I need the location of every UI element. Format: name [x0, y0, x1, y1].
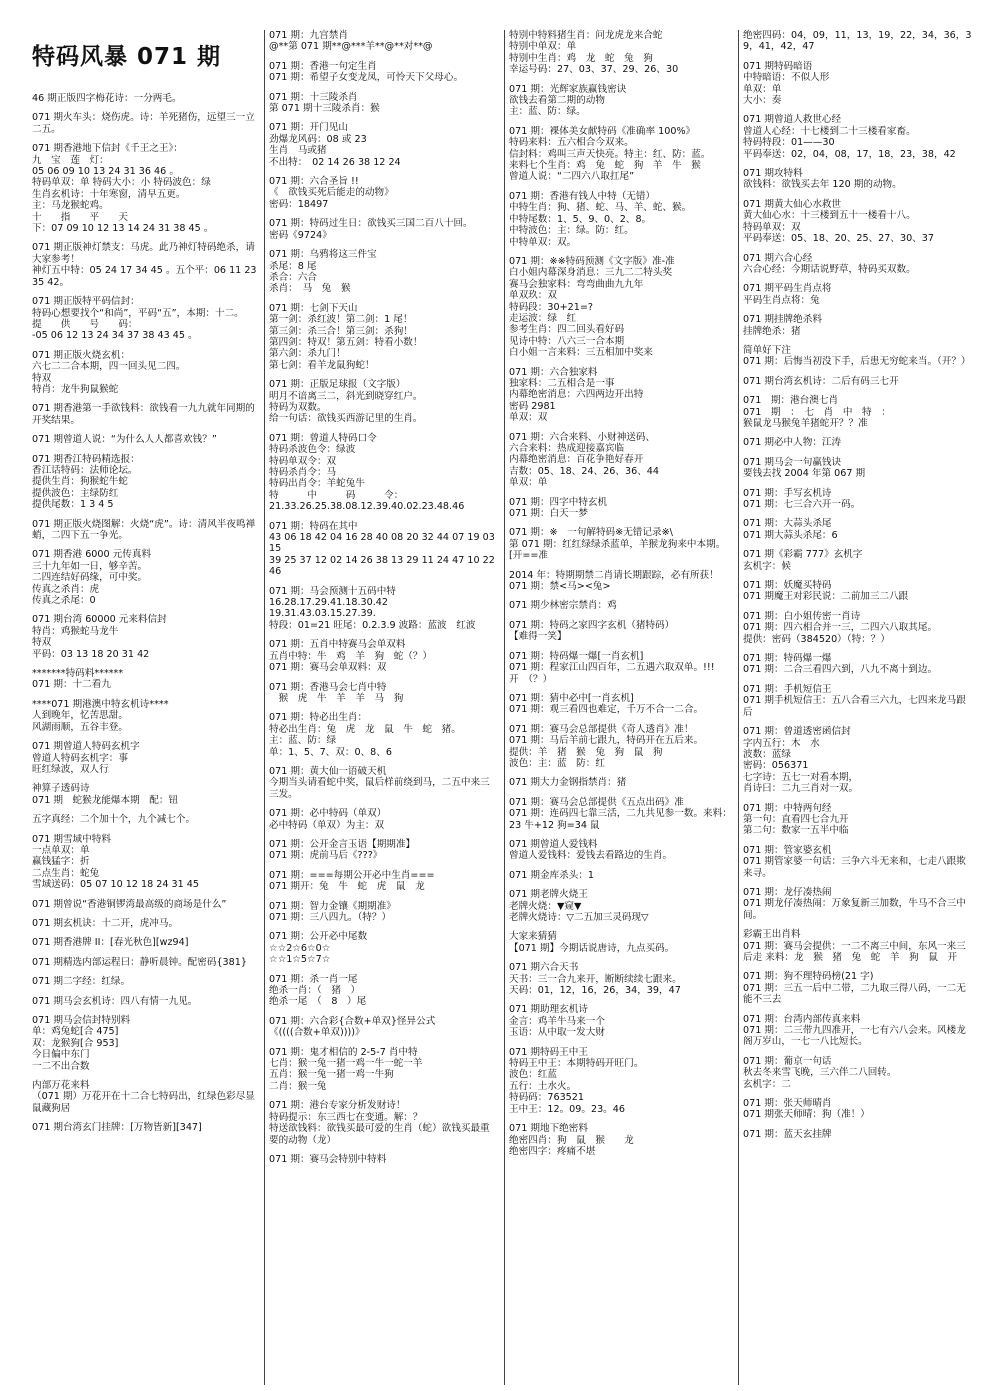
text-block: 46 期正版四字梅花诗：一分两毛。 — [32, 93, 182, 104]
text-block: 简单好下注 071 期：后悔当初没下手，后患无穷蛇来当。（开？） — [743, 344, 971, 368]
text-block: 071 期少林密宗禁肖：鸡 — [509, 600, 617, 612]
text-block: 071 期：四字中特玄机 071 期：白天一梦 — [509, 496, 608, 520]
text-block: 071 期：张天师晴肖 071 期张天师晴：狗（准！） — [743, 1098, 870, 1121]
text-block: 071 期：手机短信王 071 期手机短信王：五八合看三六九，七四来龙马跟后 — [743, 683, 966, 718]
text-block: 神算子透码诗 071 期 蛇猴龙能爆本期 配：钮 — [32, 783, 179, 806]
text-block: 071 期：狗不理特码榜(21 字) 071 期：三五一后中二带，二九取三得八码，一二无能不三去 — [743, 971, 966, 1006]
text-block: 071 期：必中特码（单双） 必中特码（单双）为主：双 — [269, 808, 387, 831]
text-block: 071 期：特码爆一爆 071 期：二合三看四六到，八九不离十到边。 — [743, 653, 938, 676]
text-block: 071 期：七剑下天山 第一剑：杀红波！第二剑：1 尾！ 第三剑：杀三合！第三剑：杀狗！ 第四剑：特双！第五剑：特看小数！ 第六剑：杀九门！ 第七剑：看羊龙鼠狗蛇！ — [269, 302, 423, 371]
text-block: 071 期：手写玄机诗 071 期：七三合六开一码。 — [743, 487, 861, 510]
text-block: 071 期地下绝密料 绝密四肖：狗 鼠 猴 龙 绝密四字：疼痛不堪 — [509, 1123, 634, 1157]
text-block: 071 期特码王中王 特码王中王：本期特码开旺门。 波色：红蓝 五行：土水火。 特码码：763521 王中王：12。09。23。46 — [509, 1046, 644, 1115]
text-block: 071 期：赛马会总部提供《奇人透肖》准！ 071 期：马后羊前七跟九，特码开在五后来。 提供：羊 猪 猴 兔 狗 鼠 狗 波色：主：蓝 防：红 — [509, 723, 704, 769]
text-block: 071 期曾道人救世心经 曾道人心经：十七楼到二十三楼看家畜。 特码特段：01——30 平码奉送：02，04，08，17，18，23，38，42 — [743, 114, 956, 160]
text-block: 071 期正版火烧玄机： 六七二二合本期，四一回头见二四。 特双 特肖：龙牛狗鼠猴蛇 — [32, 349, 186, 395]
text-block: 071 期：特码爆一爆[一肖玄机] 071 期：程家江山四百年，二五遇六取双单。!!! 开 （？） — [509, 650, 715, 685]
text-block: 071 期正版特平码信封： 特码心想要找个“和尚”，平码“五”，本期：十二。 提 供 号 码： -05 06 12 13 24 34 37 38 43 45 。 — [32, 296, 244, 342]
text-block: 071 期：六合圣旨 !! 《 欲钱买死后能走的动物》 密码：18497 — [269, 176, 394, 210]
text-block: 071 期雪域中特料 一点单双：单 赢钱猛字：折 二点生肖：蛇兔 雪域送码：05 07 10 12 18 24 31 45 — [32, 833, 199, 891]
text-block: 071 期：管家婆玄机 071 期管家婆一句话：三争六斗无来和，七走八跟欺来寻。 — [743, 844, 966, 879]
text-block: 071 期：大蒜头杀尾 071 期大蒜头杀尾：6 — [743, 518, 838, 541]
text-block: 071 期：香港马会七肖中特 猴 虎 牛 羊 羊 马 狗 — [269, 681, 404, 704]
text-block: 071 期：===每期公开必中生肖=== 071 期开：兔 牛 蛇 虎 鼠 龙 — [269, 869, 435, 893]
text-block: 071 期必中人物：江涛 — [743, 437, 842, 449]
text-block: 071 期助理玄机诗 金言：鸡羊牛马来一个 玉语：从中取一发大财 — [509, 1004, 605, 1039]
text-block: 071 期挂牌绝杀料 挂牌绝杀：猪 — [743, 314, 822, 337]
text-block: 071 期：公开金言玉语【期期准】 071 期：虎前马后《???》 — [269, 838, 416, 862]
text-block: 五字真经：二个加十个，九个减七个。 — [32, 814, 196, 826]
text-block: 071 期：光辉家族赢钱密诀 欲钱去看第二期的动物 主：蓝、防：绿。 — [509, 83, 627, 118]
text-block: 071 期：中特两句经 第一句：直看四七合九开 第二句：数家一五半中临 — [743, 802, 849, 837]
text-block: 071 期：鬼才相信的 2-5-7 肖中特 七肖：猴一兔一猪一鸡一牛一蛇一羊 五肖：猴一兔一猪一鸡一牛狗 二肖：猴一兔 — [269, 1046, 423, 1092]
text-block: 071 期：妖魔买特码 071 期魔王对彩民说：二前加三二八跟 — [743, 580, 909, 603]
text-block: 071 期：港台澳七肖 071 期 ： 七 肖 中 特 ： 猴鼠龙马猴兔羊猪蛇开？？准 — [743, 395, 891, 429]
text-block: 071 期：智力金镶《期期准》 071 期：三八四九。（特？） — [269, 900, 396, 923]
text-block: 071 期大力金钢指禁肖：猪 — [509, 777, 627, 789]
text-block: 2014 年：特期期禁二肖请长期跟踪，必有所获！ 071 期：禁<马><兔> — [509, 569, 719, 593]
text-block: 071 期《彩霸 777》玄机字 玄机字：候 — [743, 549, 863, 572]
text-block: 071 期六合心经 六合心经：今期话说野草，特码买双数。 — [743, 252, 916, 275]
text-block: 071 期特码暗语 中特暗语：不似人形 单双：单 大小：奏 — [743, 60, 830, 107]
text-block: 071 期：曾道人特码口令 特码杀波色令：绿波 特码单双令：双 特码杀肖令：马 特码出肖令：羊蛇兔牛 特 中 码 令： 21.33.26.25.38.08.12.39.40.02.23.48.46 — [269, 432, 465, 513]
text-block: 071 期台湾玄机诗：二后有码三七开 — [743, 375, 899, 387]
text-block: 071 期正版神灯禁支：马虎。此乃神灯特码绝杀，请大家参考！ 神灯五中特：05 24 17 34 45 。五个平：06 11 23 35 42。 — [32, 242, 257, 288]
text-block: 071 期老牌火烧王 老牌火烧：▼窥▼ 老牌火烧诗：▽二五加三灵码现▽ — [509, 889, 649, 923]
text-block: 071 期台湾玄门挂牌：[万物皆新][347] — [32, 1122, 202, 1134]
text-block: 071 期：赛马会总部提供《五点出码》准 071 期：连码四七靠三活，二九共见参一数。来料：23 牛+12 狗=34 鼠 — [509, 796, 732, 831]
text-block: 071 期攻特料 欲钱料：欲钱买去年 120 期的动物。 — [743, 168, 902, 191]
text-block: 071 期：特码过生日：欲钱买三国二百八十回。 密码《9724》 — [269, 218, 473, 241]
column-4 — [738, 30, 974, 1385]
text-block: 071 期：特码在其中 43 06 18 42 04 16 28 40 08 20 32 44 07 19 03 15 39 25 37 12 02 14 26 38 13 29 11 24 47 10 22 46 — [269, 520, 495, 578]
text-block: 071 期：裸体美女献特码《准确率 100%》 特码来料：五六相合今双来。 信封料：鸡叫三声天快亮。特主：红、防：蓝。 来料七个生肖：鸡 兔 蛇 狗 羊 牛 猴 曾道人说：“二四六八取扛尾” — [509, 125, 711, 183]
text-block: 071 期：六合来料、小财神送码、 六合来料：热成迎接嘉宾临 内幕绝密消息：百花争艳好春开 吉数：05、18、24、26、36、44 单双：单 — [509, 431, 659, 489]
text-block: 071 期马会一句赢钱诀 要钱去找 2004 年第 067 期 — [743, 456, 866, 480]
text-block: 071 期香港第一手欲钱料：欲钱看一九九就年同期的开奖结果。 — [32, 403, 255, 426]
text-block: 071 期：黄大仙一语破天机 今期当头请看蛇中奖，鼠后样前绕到马，二五中来三三发。 — [269, 765, 490, 800]
text-block: 内部万花来料 （071 期）万花开在十二合七特码出，红绿色彩尽显鼠藏狗居 — [32, 1080, 255, 1114]
text-block: 特别中特料猪生肖：问龙虎龙来合蛇 特别中单双：单 特别中生肖：鸡 龙 蛇 兔 狗 幸运号码：27、03、37、29、26、30 — [509, 30, 679, 76]
text-block: 071 期正版火烧图解：火烧“虎”。诗：清风半夜鸣禅蛸，二四下五一争光。 — [32, 518, 256, 541]
page-title: 特码风暴 071 期 — [32, 44, 222, 70]
text-block: 071 期：乌鸦将这三件宝 杀尾：8 尾 杀合：六合 杀肖： 马 兔 猴 — [269, 249, 377, 295]
text-block: 071 期黄大仙心水救世 黄大仙心水：十三楼到五十一楼看十八。 特码单双：双 平码奉送：05、18、20、25、27、30、37 — [743, 198, 934, 245]
text-block: 071 期：蓝天玄挂牌 — [743, 1128, 832, 1140]
text-block: ****071 期港澳中特玄机诗**** 人到晚年，忆苦思甜。 风湖雨顺，五谷丰登。 — [32, 698, 169, 733]
text-block: 071 期：赛马会特别中特料 — [269, 1153, 387, 1165]
text-block: 071 期：马会预测十五码中特 16.28.17.29.41.18.30.42 19.31.43.03.15.27.39. 特段：01=21 旺尾：0.2.3.9 波路：蓝波 红波 — [269, 585, 476, 631]
text-block: 071 期：九宫禁肖 @**第 071 期**@***羊**@**对**@ — [269, 30, 433, 53]
text-block: 071 期马会信封特别料 单：鸡兔蛇[合 475] 双：龙猴狗[合 953] 今日偏中东门 一二不出合数 — [32, 1015, 131, 1072]
text-block: 071 期：杀一肖一尾 绝杀一肖：（ 猪 ） 绝杀一尾 （ 8 ）尾 — [269, 973, 367, 1008]
text-block: 大家来猜猜 【071 期】今期话说唐诗，九点买码。 — [509, 931, 675, 954]
text-block: *******特码料****** 071 期：十二看九 — [32, 668, 124, 691]
text-block: 071 期香港 6000 元传真料 三十九年如一日，够辛苦。 二四连结好码缘，可中奖。 传真之杀肖：虎 传真之杀尾：0 — [32, 549, 152, 607]
text-block: 071 期：※ 一句解特码※无错记录※\ 第 071 期：红红绿绿杀蓝单，羊猴龙狗来中本期。[开==准 — [509, 527, 726, 562]
text-block: 071 期曾说“香港铜锣湾最高级的商场是什么” — [32, 898, 227, 910]
text-block: 071 期：香港一句定生肖 071 期：希望子女变龙凤，可怜天下父母心。 — [269, 60, 464, 84]
text-block: 071 期火车头：烧伤虎。诗：羊死猪伤，远望三一立二五。 — [32, 112, 255, 135]
text-block: 071 期马会玄机诗：四八有情一九见。 — [32, 995, 198, 1007]
text-block: 071 期：台湾内部传真来料 071 期：二三带九四准开，一七有六八会来。风楼龙阁万岁山，一七一八比短长。 — [743, 1013, 966, 1048]
column-2 — [264, 30, 498, 1385]
column-1 — [32, 30, 258, 1385]
text-block: 071 期：港台专家分析发财诗！ 特码提示：东三西七在变通。解：？ 特送欲钱料：欲钱买最可爱的生肖（蛇）欲钱买最重要的动物（龙） — [269, 1100, 490, 1146]
text-block: 071 期曾道人爱钱料 曾道人爱钱料：爱钱去看路边的生肖。 — [509, 838, 673, 862]
text-block: 071 期：六合独家料 独家料：二五相合是一事 内幕绝密消息：六四两边开出特 密码 2981 单双：双 — [509, 366, 644, 424]
text-block: 071 期香江特码精选报： 香江话特码：法师论坛。 提供生肖：狗猴蛇牛蛇 提供波色：主绿防红 提供尾数：1 3 4 5 — [32, 453, 140, 511]
text-block: 071 期香港地下信封《千王之王》： 九 宝 莲 灯： 05 06 09 10 13 24 31 36 46 。 特码单双：单 特码大小：小 特码波色：绿 生肖玄机诗：十年寒窗，清早五更。 主：马龙猴蛇鸡。 十 指 平 天 下：07 09 10 12 13 14 24 31 38 45 。 — [32, 143, 214, 235]
text-block: 071 期：猜中必中[一肖玄机] 071 期：观三看四也难定，千万不合一二合。 — [509, 692, 704, 716]
text-block: 071 期：特必出生肖： 特必出生肖：兔 虎 龙 鼠 牛 蛇 猪。 主：蓝、防：绿 单：1、5、7、双：0、8、6 — [269, 712, 461, 758]
text-block: 071 期平码生肖点将 平码生肖点将：兔 — [743, 283, 832, 306]
text-block: 071 期二字经：红绿。 — [32, 976, 131, 988]
text-block: 071 期：※※特码预测《文字版》准-准 白小姐内幕深身消息：三九二二特头奖 赛马会独家料：弯弯曲曲九九年 单双玖：双 特码段：30+21=? 走运波：绿 红 参考生肖：四二回头看好码 见诗中特：八六三一合本期 白小姐一言来料：三五相加中奖来 — [509, 255, 675, 359]
text-block: 071 期：龙仔凑热闹 071 期龙仔凑热闹：万象复新三加数，牛马不合三中间。 — [743, 886, 966, 921]
text-block: 071 期：白小姐传密一肖诗 071 期：四六相合并一三，二四六八取其尾。 提供：密码（384520）（特：？） — [743, 610, 938, 645]
text-block: 071 期玄机诀：十二开，虎冲马。 — [32, 917, 179, 929]
text-block: 071 期：开门见山 劲爆龙风码：08 或 23 生肖 马或猪 不出特： 02 14 26 38 12 24 — [269, 122, 401, 168]
text-block: 071 期六合天书 天书：三一合九来开，断断续续七跟来。 天码：01，12，16，26，34，39，47 — [509, 962, 682, 997]
text-block: 071 期：五肖中特赛马会单双料 五肖中特：牛 鸡 羊 狗 蛇（？） 071 期：赛马会单双料：双 — [269, 639, 433, 674]
text-block: 071 期：正版足球报（文字版） 明月不谙离三二，斜光到晓穿红户。 特码为双数。 给一句话：欲钱买西游记里的生肖。 — [269, 379, 423, 425]
text-block: 071 期：公开必中尾数 ☆☆2☆6☆0☆ ☆☆1☆5☆7☆ — [269, 931, 368, 966]
text-block: 071 期：香港有钱人中特（无错） 中特生肖：狗、猪、蛇、马、羊、蛇、猴。 中特尾数：1、5、9、0、2、8。 中特波色：主：绿。防：红。 中特单双：双。 — [509, 190, 692, 248]
text-block: 绝密四码：04，09，11，13，19，22，34，36，39，41，42，47 — [743, 30, 972, 53]
text-block: 071 期：葡京一句话 秋去冬来雪飞晚，三六伴二八回转。 玄机字：二 — [743, 1055, 897, 1090]
text-block: 071 期台湾 60000 元来料信封 特肖：鸡猴蛇马龙牛 特双 平码：03 13 18 20 31 42 — [32, 614, 167, 660]
text-block: 071 期精选内部运程曰：静听晨钟。配密码{381} — [32, 956, 247, 968]
text-block: 071 期：特码之家四字玄机（猪特码） 【难得一笑】 — [509, 619, 675, 643]
text-block: 071 期金库杀头：1 — [509, 869, 595, 881]
text-block: 071 期曾道人特码玄机字 曾道人特码玄机字：事 旺红绿波，双人行 — [32, 741, 140, 775]
text-block: 071 期：曾道透密函信封 字内五行：木 水 波数：蓝绿 密码：056371 七字诗：五七一对看本期， 肖诗曰：二九三肖对一双。 — [743, 726, 859, 795]
text-block: 彩霸王出肖料 071 期：赛马会提供：一二不离三中间，东风一来三后走 来料：龙 猴 猪 兔 蛇 羊 狗 鼠 开 — [743, 929, 966, 963]
text-block: 071 期香港牌 II：[春光秋色][wz94] — [32, 937, 189, 949]
text-block: 071 期：六合彩{合数+单双}怪异公式 《((((合数+单双))))》 — [269, 1015, 436, 1039]
text-block: 071 期：十三陵杀肖 第 071 期十三陵杀肖：猴 — [269, 91, 380, 115]
column-3 — [504, 30, 732, 1385]
text-block: 071 期曾道人说：“为什么人人都喜欢钱？” — [32, 434, 217, 446]
